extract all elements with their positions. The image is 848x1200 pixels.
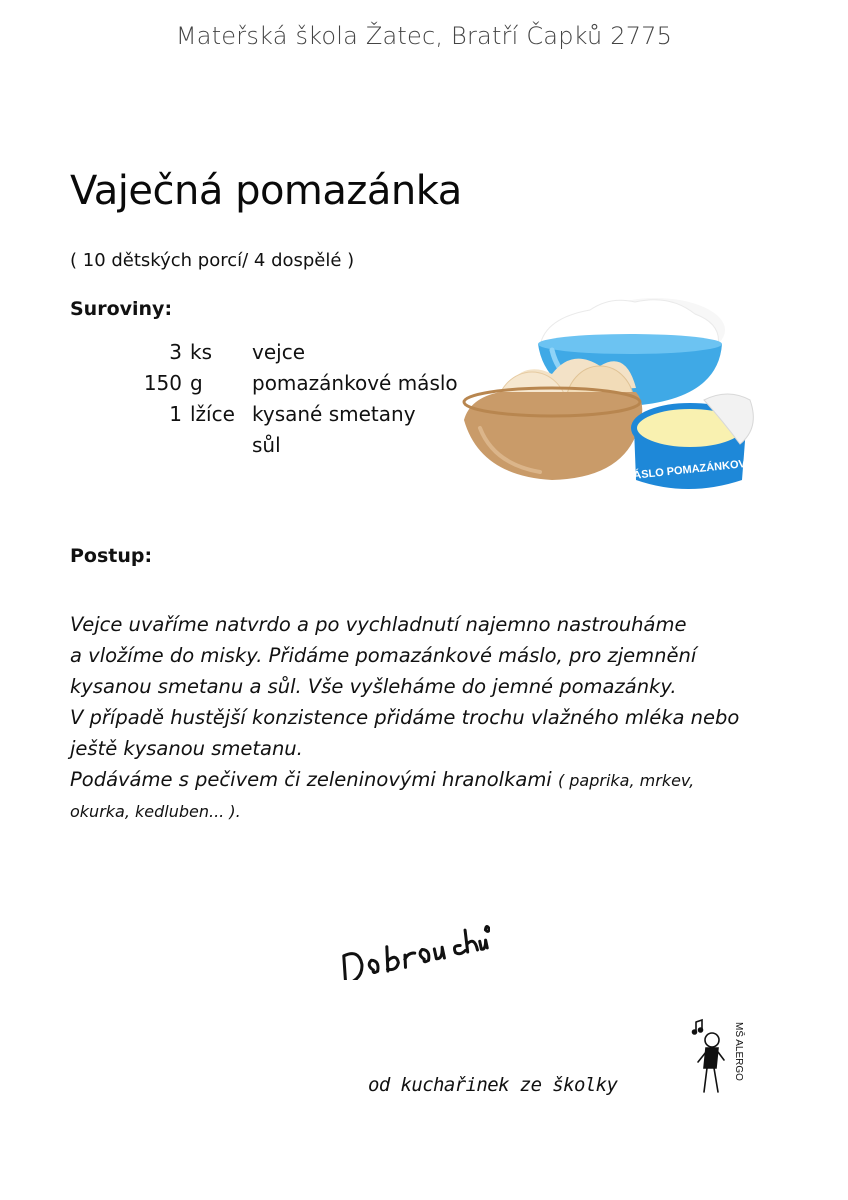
recipe-title: Vaječná pomazánka — [70, 168, 462, 214]
ingredient-row — [70, 340, 458, 371]
ingredient-qty: 1 — [169, 402, 182, 426]
serving-note-continued: okurka, kedluben... ). — [70, 802, 241, 821]
ingredients-heading: Suroviny: — [70, 298, 173, 320]
ingredient-row — [70, 433, 458, 464]
procedure-line: ještě kysanou smetanu. — [70, 737, 303, 760]
procedure-line: a vložíme do misky. Přidáme pomazánkové máslo, pro zjemnění — [70, 644, 697, 667]
butter-label: MÁSLO POMAZÁNKOVÉ — [623, 457, 754, 483]
ingredient-unit — [190, 433, 252, 464]
school-header: Mateřská škola Žatec, Bratří Čapků 2775 — [175, 22, 673, 50]
ingredient-qty: 3 — [169, 340, 182, 364]
procedure-line: Vejce uvaříme natvrdo a po vychladnutí najemno nastrouháme — [70, 613, 687, 636]
ingredient-name: vejce — [252, 340, 305, 364]
procedure-heading: Postup: — [70, 545, 153, 567]
butter-tub-icon — [624, 394, 754, 489]
ingredient-row — [70, 371, 458, 402]
ingredients-illustration — [460, 288, 770, 498]
school-logo — [690, 1012, 752, 1100]
ingredient-unit: g — [190, 371, 203, 395]
serving-note: ( paprika, mrkev, — [557, 771, 695, 790]
ingredient-qty — [70, 433, 190, 464]
ingredient-qty: 150 — [143, 371, 182, 395]
bon-appetit-signature — [330, 920, 490, 980]
ingredient-row — [70, 402, 458, 433]
ingredient-name: sůl — [252, 433, 281, 457]
ingredient-unit: ks — [190, 340, 213, 364]
egg-bowl-icon — [464, 359, 642, 480]
ingredient-name: kysané smetany — [252, 402, 416, 426]
procedure-text — [70, 609, 790, 827]
footer-signoff: od kuchařinek ze školky — [368, 1074, 618, 1096]
procedure-line: V případě hustější konzistence přidáme trochu vlažného mléka nebo — [70, 706, 740, 729]
ingredient-name: pomazánkové máslo — [252, 371, 458, 395]
serving-text: Podáváme s pečivem či zeleninovými hranolkami — [70, 768, 558, 791]
serving-line — [70, 764, 790, 796]
logo-text: MŠ ALERGO — [733, 1022, 744, 1081]
procedure-line: kysanou smetanu a sůl. Vše vyšleháme do jemné pomazánky. — [70, 675, 677, 698]
ingredients-list — [70, 340, 458, 464]
portions-note: ( 10 dětských porcí/ 4 dospělé ) — [70, 250, 355, 271]
ingredient-unit: lžíce — [190, 402, 235, 426]
